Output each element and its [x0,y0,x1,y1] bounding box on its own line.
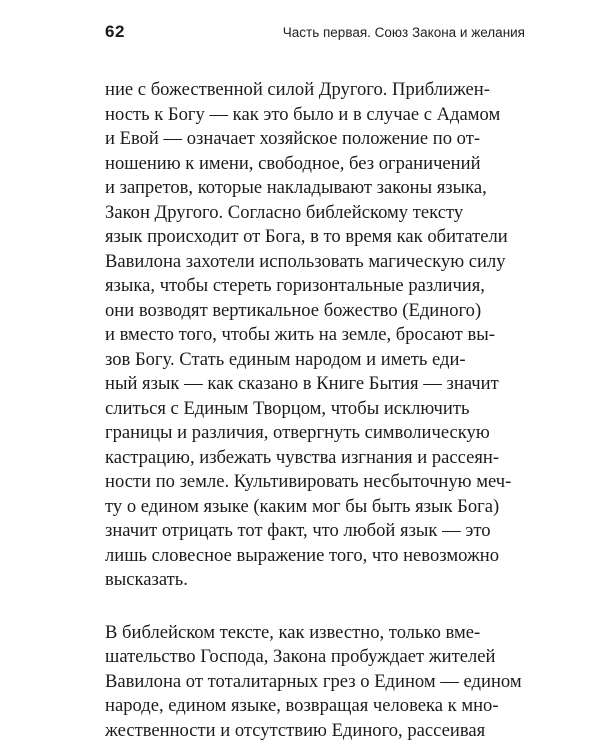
text-line: кастрацию, избежать чувства изгнания и рассеян- [105,446,500,468]
text-line: границы и различия, отвергнуть символическую [105,422,490,443]
text-line: ный язык — как сказано в Книге Бытия — значит [105,373,499,394]
paragraph-2 [105,621,535,744]
text-line: ношению к имени, свободное, без ограничений [105,152,481,174]
paragraph-1 [105,78,535,593]
running-title: Часть первая. Союз Закона и желания [282,25,525,40]
text-line: и Евой — означает хозяйское положение по от- [105,128,481,149]
text-line: Закон Другого. Согласно библейскому тексту [105,201,464,223]
paragraph-gap [105,593,535,621]
text-line: язык происходит от Бога, в то время как обитатели [105,226,508,247]
text-line: ности по земле. Культивировать несбыточную меч- [105,471,512,492]
text-line: лишь словесное выражение того, что невозможно [105,544,500,566]
text-line: значит отрицать тот факт, что любой язык — это [105,520,491,541]
text-line: ность к Богу — как это было и в случае с Адамом [105,103,501,125]
text-line: высказать. [105,569,188,590]
text-line: жественности и отсутствию Единого, рассеивая [105,719,486,741]
text-line: народе, едином языке, возвращая человека к мно- [105,695,499,716]
running-head [105,22,525,46]
text-line: и запретов, которые накладывают законы языка, [105,177,487,198]
text-line: Вавилона захотели использовать магическую силу [105,250,506,272]
text-line: Вавилона от тоталитарных грез о Едином — едином [105,670,522,692]
text-line: зов Богу. Стать единым народом и иметь еди- [105,348,466,370]
text-line: языка, чтобы стереть горизонтальные различия, [105,275,485,296]
text-line: шательство Господа, Закона пробуждает жителей [105,646,496,667]
text-line: В библейском тексте, как известно, только вме- [105,621,481,643]
text-line: и вместо того, чтобы жить на земле, бросают вы- [105,324,495,345]
body-text [105,78,535,743]
text-line: они возводят вертикальное божество (Единого) [105,299,482,321]
text-line: ту о едином языке (каким мог бы быть язык Бога) [105,495,500,517]
page-number: 62 [105,22,125,41]
text-line: ние с божественной силой Другого. Приближен- [105,79,490,100]
text-line: слиться с Единым Творцом, чтобы исключить [105,397,470,419]
